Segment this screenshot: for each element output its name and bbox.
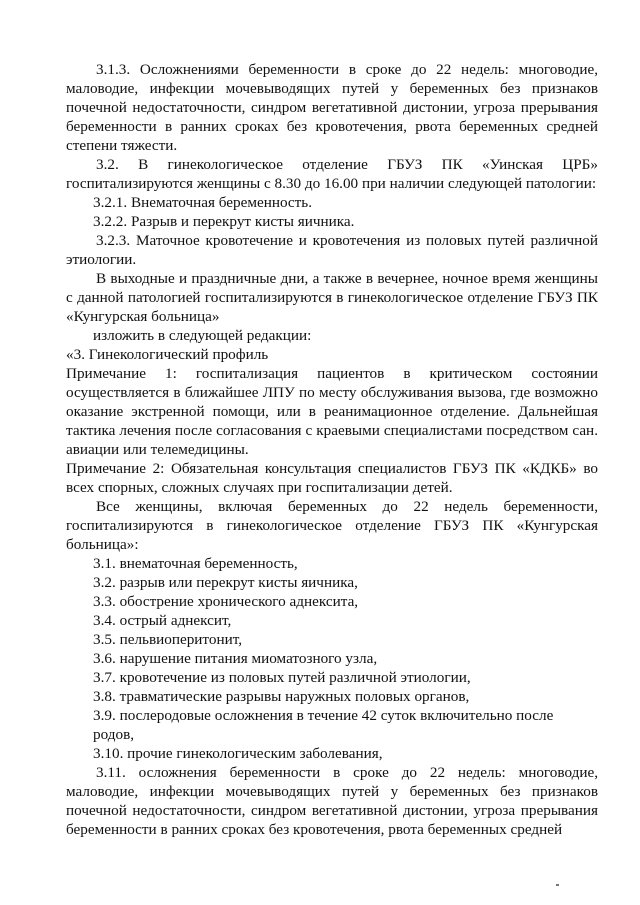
list-item: 3.10. прочие гинекологическим заболевания, xyxy=(93,745,383,762)
paragraph-3-1-3: 3.1.3. Осложнениями беременности в сроке до 22 недель: многоводие, маловодие, инфекции мочевыводящих путей у беременных без признаков почечной недостаточности, синдром вегетативной дистонии, угроза прерывания беременности в ранних сроках без кровотечения, рвота беременных средней степени тяжести. xyxy=(66,61,598,154)
list-item: 3.6. нарушение питания миоматозного узла, xyxy=(93,650,378,667)
list-item: 3.5. пельвиоперитонит, xyxy=(93,631,243,648)
edition-line: изложить в следующей редакции: xyxy=(93,327,312,344)
document-body xyxy=(66,60,598,839)
list-items xyxy=(66,554,598,763)
list-item: 3.1. внематочная беременность, xyxy=(93,555,298,572)
paragraph-3-11: 3.11. осложнения беременности в сроке до 22 недель: многоводие, маловодие, инфекции мочевыводящих путей у беременных без признаков почечной недостаточности, синдром вегетативной дистонии, угроза прерывания беременности в ранних сроках без кровотечения, рвота беременных средней xyxy=(66,764,598,838)
note-2: Примечание 2: Обязательная консультация специалистов ГБУЗ ПК «КДКБ» во всех спорных, сложных случаях при госпитализации детей. xyxy=(66,460,598,496)
paragraph-weekend: В выходные и праздничные дни, а также в вечернее, ночное время женщины с данной патологией госпитализируются в гинекологическое отделение ГБУЗ ПК «Кунгурская больница» xyxy=(66,270,598,325)
paragraph-3-2-3: 3.2.3. Маточное кровотечение и кровотечения из половых путей различной этиологии. xyxy=(66,232,598,268)
item-3-2-1: 3.2.1. Внематочная беременность. xyxy=(93,194,313,211)
list-item: 3.8. травматические разрывы наружных половых органов, xyxy=(93,688,470,705)
scan-dot xyxy=(556,884,559,886)
note-1: Примечание 1: госпитализация пациентов в критическом состоянии осуществляется в ближайшее ЛПУ по месту обслуживания вызова, где возможно оказание экстренной помощи, или в реанимационное отделение. Дальнейшая тактика лечения после согласования с краевыми специалистами посредством сан. авиации или телемедицины. xyxy=(66,365,598,458)
list-item: 3.7. кровотечение из половых путей различной этиологии, xyxy=(93,669,471,686)
item-3-2-2: 3.2.2. Разрыв и перекрут кисты яичника. xyxy=(93,213,355,230)
list-item: 3.9. послеродовые осложнения в течение 42 суток включительно после родов, xyxy=(93,707,554,743)
list-item: 3.3. обострение хронического аднексита, xyxy=(93,593,359,610)
paragraph-all-women: Все женщины, включая беременных до 22 недель беременности, госпитализируются в гинекологическое отделение ГБУЗ ПК «Кунгурская больница»: xyxy=(66,498,598,553)
list-item: 3.4. острый аднексит, xyxy=(93,612,232,629)
paragraph-3-2: 3.2. В гинекологическое отделение ГБУЗ ПК «Уинская ЦРБ» госпитализируются женщины с 8.30 до 16.00 при наличии следующей патологии: xyxy=(66,156,598,192)
section-title: «3. Гинекологический профиль xyxy=(66,346,269,363)
list-item: 3.2. разрыв или перекрут кисты яичника, xyxy=(93,574,358,591)
